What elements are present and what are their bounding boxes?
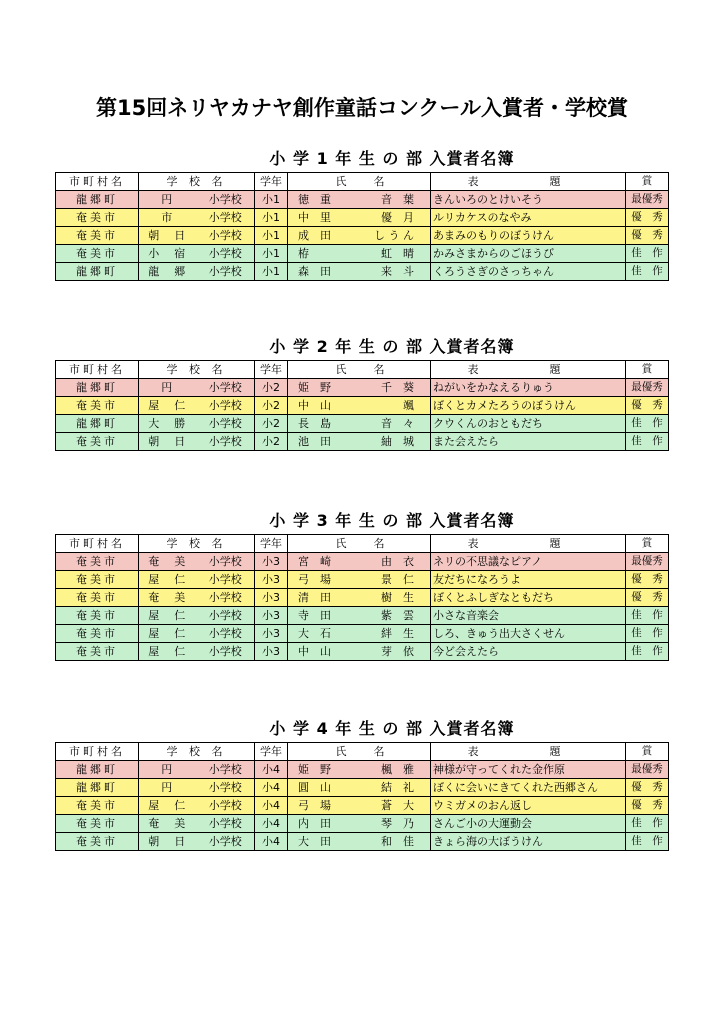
header-award: 賞 xyxy=(626,173,669,191)
student-name-cell xyxy=(288,607,431,625)
school-suffix-cell: 小学校 xyxy=(197,553,255,571)
header-municipality: 市町村名 xyxy=(56,743,139,761)
story-title-cell: 神様が守ってくれた金作原 xyxy=(431,761,626,779)
table-row xyxy=(56,625,669,643)
award-cell: 佳 作 xyxy=(626,607,669,625)
school-suffix-cell: 小学校 xyxy=(197,779,255,797)
award-cell: 佳 作 xyxy=(626,643,669,661)
student-name-cell xyxy=(288,761,431,779)
grade-cell: 小1 xyxy=(255,245,288,263)
school-suffix-cell: 小学校 xyxy=(197,415,255,433)
school-name-cell: 屋 仁 xyxy=(139,397,197,415)
family-name: 長 島 xyxy=(298,417,331,430)
table-row xyxy=(56,571,669,589)
story-title-cell: 小さな音楽会 xyxy=(431,607,626,625)
given-name: 音 葉 xyxy=(381,193,414,206)
section-heading: 小 学 2 年 生 の 部 入賞者名簿 xyxy=(269,337,515,356)
school-name-cell: 小 宿 xyxy=(139,245,197,263)
table-row xyxy=(56,227,669,245)
winners-table xyxy=(55,742,669,851)
school-suffix-cell: 小学校 xyxy=(197,245,255,263)
given-name: 颯 xyxy=(403,399,414,412)
school-suffix-cell: 小学校 xyxy=(197,263,255,281)
student-name-cell xyxy=(288,227,431,245)
family-name: 森 田 xyxy=(298,265,331,278)
story-title-cell: しろ、きゅう出大さくせん xyxy=(431,625,626,643)
header-school: 学 校 名 xyxy=(139,173,255,191)
story-title-cell: さんご小の大運動会 xyxy=(431,815,626,833)
school-suffix-cell: 小学校 xyxy=(197,643,255,661)
story-title-cell: 友だちになろうよ xyxy=(431,571,626,589)
header-name: 氏 名 xyxy=(288,535,431,553)
table-row xyxy=(56,607,669,625)
header-title: 表 題 xyxy=(431,361,626,379)
student-name-cell xyxy=(288,433,431,451)
grade-cell: 小1 xyxy=(255,263,288,281)
school-suffix-cell: 小学校 xyxy=(197,833,255,851)
table-row xyxy=(56,379,669,397)
school-name-cell: 屋 仁 xyxy=(139,625,197,643)
municipality-cell: 奄美市 xyxy=(56,571,139,589)
municipality-cell: 龍郷町 xyxy=(56,415,139,433)
award-cell: 佳 作 xyxy=(626,815,669,833)
grade-cell: 小4 xyxy=(255,797,288,815)
municipality-cell: 奄美市 xyxy=(56,625,139,643)
grade-cell: 小2 xyxy=(255,433,288,451)
header-title: 表 題 xyxy=(431,743,626,761)
table-header-row xyxy=(56,361,669,379)
student-name-cell xyxy=(288,571,431,589)
table-row xyxy=(56,209,669,227)
student-name-cell xyxy=(288,643,431,661)
family-name: 姫 野 xyxy=(298,381,331,394)
story-title-cell: きんいろのとけいそう xyxy=(431,191,626,209)
municipality-cell: 奄美市 xyxy=(56,553,139,571)
story-title-cell: あまみのもりのぼうけん xyxy=(431,227,626,245)
document-title: 第15回ネリヤカナヤ創作童話コンクール入賞者・学校賞 xyxy=(96,96,628,120)
student-name-cell xyxy=(288,625,431,643)
student-name-cell xyxy=(288,209,431,227)
table-row xyxy=(56,433,669,451)
school-name-cell: 朝 日 xyxy=(139,433,197,451)
header-award: 賞 xyxy=(626,743,669,761)
table-row xyxy=(56,263,669,281)
table-header-row xyxy=(56,535,669,553)
table-row xyxy=(56,553,669,571)
school-name-cell: 奄 美 xyxy=(139,589,197,607)
school-suffix-cell: 小学校 xyxy=(197,589,255,607)
given-name: 由 衣 xyxy=(381,555,414,568)
table-row xyxy=(56,191,669,209)
story-title-cell: ぼくとふしぎなともだち xyxy=(431,589,626,607)
grade-cell: 小4 xyxy=(255,833,288,851)
award-cell: 優 秀 xyxy=(626,779,669,797)
school-name-cell: 朝 日 xyxy=(139,227,197,245)
header-title: 表 題 xyxy=(431,535,626,553)
municipality-cell: 奄美市 xyxy=(56,815,139,833)
award-section-grade-3 xyxy=(55,510,669,661)
municipality-cell: 奄美市 xyxy=(56,397,139,415)
header-municipality: 市町村名 xyxy=(56,535,139,553)
table-row xyxy=(56,589,669,607)
student-name-cell xyxy=(288,415,431,433)
story-title-cell: ぼくに会いにきてくれた西郷さん xyxy=(431,779,626,797)
grade-cell: 小3 xyxy=(255,625,288,643)
school-suffix-cell: 小学校 xyxy=(197,397,255,415)
award-cell: 優 秀 xyxy=(626,571,669,589)
school-name-cell: 奄 美 xyxy=(139,553,197,571)
table-row xyxy=(56,245,669,263)
table-header-row xyxy=(56,743,669,761)
story-title-cell: クウくんのおともだち xyxy=(431,415,626,433)
given-name: 紫 雲 xyxy=(381,609,414,622)
family-name: 宮 崎 xyxy=(298,555,331,568)
table-row xyxy=(56,761,669,779)
header-municipality: 市町村名 xyxy=(56,173,139,191)
header-municipality: 市町村名 xyxy=(56,361,139,379)
header-grade: 学年 xyxy=(255,535,288,553)
family-name: 中 山 xyxy=(298,645,331,658)
school-name-cell: 屋 仁 xyxy=(139,797,197,815)
story-title-cell: ネリの不思議なピアノ xyxy=(431,553,626,571)
family-name: 圓 山 xyxy=(298,781,331,794)
award-cell: 佳 作 xyxy=(626,245,669,263)
family-name: 弓 場 xyxy=(298,573,331,586)
story-title-cell: ぼくとカメたろうのぼうけん xyxy=(431,397,626,415)
given-name: 和 佳 xyxy=(381,835,414,848)
winners-table xyxy=(55,172,669,281)
student-name-cell xyxy=(288,589,431,607)
award-cell: 最優秀 xyxy=(626,761,669,779)
table-row xyxy=(56,815,669,833)
table-row xyxy=(56,797,669,815)
school-name-cell: 龍 郷 xyxy=(139,263,197,281)
student-name-cell xyxy=(288,263,431,281)
school-name-cell: 円 xyxy=(139,379,197,397)
grade-cell: 小2 xyxy=(255,415,288,433)
student-name-cell xyxy=(288,191,431,209)
given-name: 琴 乃 xyxy=(381,817,414,830)
school-name-cell: 円 xyxy=(139,761,197,779)
table-row xyxy=(56,415,669,433)
story-title-cell: きょら海の大ぼうけん xyxy=(431,833,626,851)
family-name: 寺 田 xyxy=(298,609,331,622)
given-name: 絆 生 xyxy=(381,627,414,640)
school-name-cell: 円 xyxy=(139,779,197,797)
header-name: 氏 名 xyxy=(288,173,431,191)
given-name: 蒼 大 xyxy=(381,799,414,812)
municipality-cell: 奄美市 xyxy=(56,589,139,607)
school-suffix-cell: 小学校 xyxy=(197,571,255,589)
school-name-cell: 屋 仁 xyxy=(139,607,197,625)
school-name-cell: 奄 美 xyxy=(139,815,197,833)
municipality-cell: 奄美市 xyxy=(56,607,139,625)
story-title-cell: ルリカケスのなやみ xyxy=(431,209,626,227)
table-row xyxy=(56,833,669,851)
award-cell: 佳 作 xyxy=(626,415,669,433)
award-cell: 佳 作 xyxy=(626,433,669,451)
given-name: 景 仁 xyxy=(381,573,414,586)
student-name-cell xyxy=(288,553,431,571)
student-name-cell xyxy=(288,245,431,263)
school-name-cell: 朝 日 xyxy=(139,833,197,851)
family-name: 姫 野 xyxy=(298,763,331,776)
school-suffix-cell: 小学校 xyxy=(197,797,255,815)
table-row xyxy=(56,779,669,797)
municipality-cell: 奄美市 xyxy=(56,433,139,451)
municipality-cell: 龍郷町 xyxy=(56,761,139,779)
award-cell: 優 秀 xyxy=(626,227,669,245)
family-name: 成 田 xyxy=(298,229,331,242)
given-name: 優 月 xyxy=(381,211,414,224)
award-cell: 佳 作 xyxy=(626,833,669,851)
header-title: 表 題 xyxy=(431,173,626,191)
award-cell: 優 秀 xyxy=(626,397,669,415)
municipality-cell: 奄美市 xyxy=(56,833,139,851)
family-name: 中 山 xyxy=(298,399,331,412)
award-cell: 最優秀 xyxy=(626,191,669,209)
municipality-cell: 龍郷町 xyxy=(56,191,139,209)
header-award: 賞 xyxy=(626,361,669,379)
award-cell: 優 秀 xyxy=(626,209,669,227)
student-name-cell xyxy=(288,397,431,415)
student-name-cell xyxy=(288,833,431,851)
grade-cell: 小2 xyxy=(255,379,288,397)
story-title-cell: また会えたら xyxy=(431,433,626,451)
award-cell: 最優秀 xyxy=(626,553,669,571)
school-suffix-cell: 小学校 xyxy=(197,209,255,227)
school-name-cell: 屋 仁 xyxy=(139,571,197,589)
student-name-cell xyxy=(288,379,431,397)
given-name: 虹 晴 xyxy=(381,247,414,260)
given-name: 紬 城 xyxy=(381,435,414,448)
family-name: 中 里 xyxy=(298,211,331,224)
grade-cell: 小3 xyxy=(255,553,288,571)
given-name: 樹 生 xyxy=(381,591,414,604)
header-grade: 学年 xyxy=(255,173,288,191)
header-school: 学 校 名 xyxy=(139,361,255,379)
municipality-cell: 奄美市 xyxy=(56,227,139,245)
student-name-cell xyxy=(288,815,431,833)
table-row xyxy=(56,643,669,661)
grade-cell: 小2 xyxy=(255,397,288,415)
municipality-cell: 龍郷町 xyxy=(56,379,139,397)
family-name: 大 石 xyxy=(298,627,331,640)
story-title-cell: かみさまからのごほうび xyxy=(431,245,626,263)
given-name: 結 礼 xyxy=(381,781,414,794)
school-suffix-cell: 小学校 xyxy=(197,815,255,833)
award-section-grade-4 xyxy=(55,718,669,851)
municipality-cell: 奄美市 xyxy=(56,643,139,661)
given-name: 来 斗 xyxy=(381,265,414,278)
grade-cell: 小3 xyxy=(255,571,288,589)
section-heading: 小 学 4 年 生 の 部 入賞者名簿 xyxy=(269,719,515,738)
award-cell: 佳 作 xyxy=(626,625,669,643)
winners-table xyxy=(55,360,669,451)
school-name-cell: 円 xyxy=(139,191,197,209)
school-suffix-cell: 小学校 xyxy=(197,433,255,451)
family-name: 内 田 xyxy=(298,817,331,830)
award-section-grade-2 xyxy=(55,336,669,451)
award-cell: 最優秀 xyxy=(626,379,669,397)
award-cell: 優 秀 xyxy=(626,589,669,607)
family-name: 弓 場 xyxy=(298,799,331,812)
section-heading: 小 学 3 年 生 の 部 入賞者名簿 xyxy=(269,511,515,530)
award-section-grade-1 xyxy=(55,148,669,281)
grade-cell: 小1 xyxy=(255,191,288,209)
award-cell: 優 秀 xyxy=(626,797,669,815)
header-name: 氏 名 xyxy=(288,361,431,379)
grade-cell: 小4 xyxy=(255,761,288,779)
grade-cell: 小3 xyxy=(255,643,288,661)
given-name: 楓 雅 xyxy=(381,763,414,776)
student-name-cell xyxy=(288,797,431,815)
school-suffix-cell: 小学校 xyxy=(197,761,255,779)
family-name: 池 田 xyxy=(298,435,331,448)
table-header-row xyxy=(56,173,669,191)
given-name: 千 葵 xyxy=(381,381,414,394)
header-grade: 学年 xyxy=(255,361,288,379)
grade-cell: 小1 xyxy=(255,209,288,227)
family-name: 栫 xyxy=(298,247,309,260)
section-heading: 小 学 1 年 生 の 部 入賞者名簿 xyxy=(269,149,515,168)
municipality-cell: 奄美市 xyxy=(56,797,139,815)
story-title-cell: ウミガメのおん返し xyxy=(431,797,626,815)
school-suffix-cell: 小学校 xyxy=(197,625,255,643)
school-name-cell: 屋 仁 xyxy=(139,643,197,661)
grade-cell: 小4 xyxy=(255,815,288,833)
table-row xyxy=(56,397,669,415)
grade-cell: 小3 xyxy=(255,589,288,607)
story-title-cell: 今ど会えたら xyxy=(431,643,626,661)
school-suffix-cell: 小学校 xyxy=(197,379,255,397)
given-name: 芽 依 xyxy=(381,645,414,658)
winners-table xyxy=(55,534,669,661)
header-school: 学 校 名 xyxy=(139,535,255,553)
family-name: 徳 重 xyxy=(298,193,331,206)
family-name: 大 田 xyxy=(298,835,331,848)
grade-cell: 小1 xyxy=(255,227,288,245)
given-name: 音 々 xyxy=(381,417,414,430)
school-name-cell: 大 勝 xyxy=(139,415,197,433)
given-name: し う ん xyxy=(374,229,414,242)
header-grade: 学年 xyxy=(255,743,288,761)
header-school: 学 校 名 xyxy=(139,743,255,761)
municipality-cell: 龍郷町 xyxy=(56,263,139,281)
story-title-cell: ねがいをかなえるりゅう xyxy=(431,379,626,397)
school-suffix-cell: 小学校 xyxy=(197,607,255,625)
school-name-cell: 市 xyxy=(139,209,197,227)
story-title-cell: くろうさぎのさっちゃん xyxy=(431,263,626,281)
school-suffix-cell: 小学校 xyxy=(197,191,255,209)
municipality-cell: 奄美市 xyxy=(56,245,139,263)
award-cell: 佳 作 xyxy=(626,263,669,281)
header-award: 賞 xyxy=(626,535,669,553)
header-name: 氏 名 xyxy=(288,743,431,761)
school-suffix-cell: 小学校 xyxy=(197,227,255,245)
municipality-cell: 奄美市 xyxy=(56,209,139,227)
grade-cell: 小3 xyxy=(255,607,288,625)
family-name: 清 田 xyxy=(298,591,331,604)
municipality-cell: 龍郷町 xyxy=(56,779,139,797)
student-name-cell xyxy=(288,779,431,797)
grade-cell: 小4 xyxy=(255,779,288,797)
